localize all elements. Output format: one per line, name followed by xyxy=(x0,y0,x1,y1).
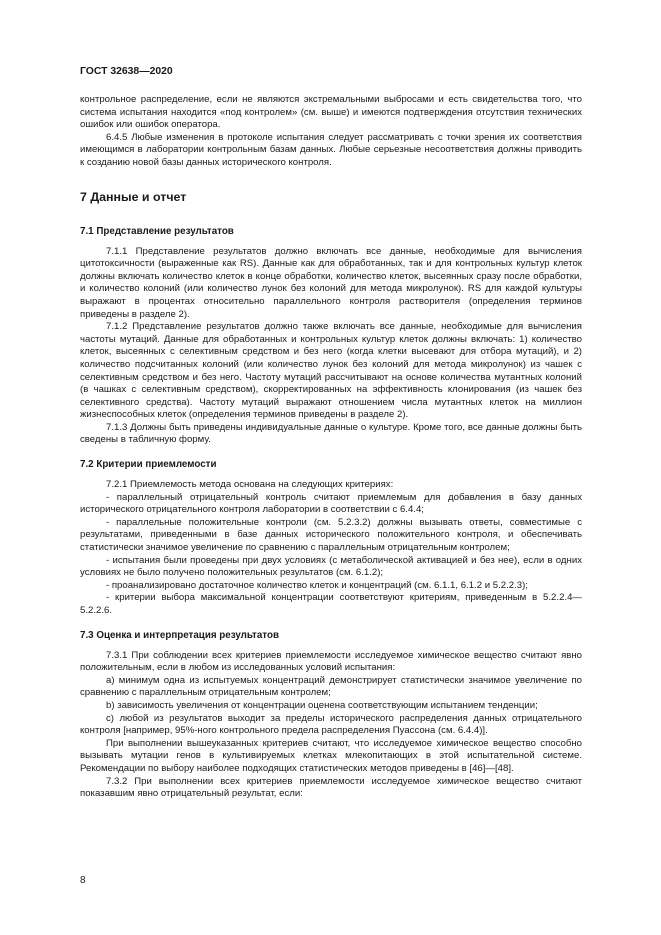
section-heading: 7 Данные и отчет xyxy=(80,189,187,204)
paragraph: 7.2.1 Приемлемость метода основана на следующих критериях: xyxy=(106,479,394,491)
list-item: - испытания были проведены при двух условиях (с метаболической активацией и без нее), если в одних условиях не было получено положительных результатов (см. 6.1.2); xyxy=(80,554,582,579)
document-body xyxy=(80,94,582,801)
subsection-heading: 7.1 Представление результатов xyxy=(80,225,234,237)
paragraph: 7.3.2 При выполнении всех критериев приемлемости исследуемое химическое вещество считают показавшим явно отрицательный результат, если: xyxy=(80,775,582,800)
list-item: a) минимум одна из испытуемых концентраций демонстрирует статистически значимое увеличение по сравнению с параллельным отрицательным контролем; xyxy=(80,674,582,699)
paragraph: 7.1.1 Представление результатов должно включать все данные, необходимые для вычисления цитотоксичности (выраженные как RS). Данные как для обработанных, так и для контрольных культур клеток должны включать количество клеток в конце обработки, количество клеток, высеянных сразу после обработки, и количество колоний (или количество лунок без колоний для метода микролунок). RS для каждой культуры выражают в процентах относительно параллельного контроля растворителя (определения терминов приведены в разделе 2). xyxy=(80,245,582,320)
list-item: - проанализировано достаточное количество клеток и концентраций (см. 6.1.1, 6.1.2 и 5.2.2.3); xyxy=(106,579,528,591)
list-item: - параллельные положительные контроли (см. 5.2.3.2) должны вызывать ответы, совместимые с результатами, приведенными в базе данных исторического положительного контроля, и обеспечивать статистически значимое увеличение по сравнению с параллельным отрицательным контролем; xyxy=(80,516,582,554)
document-header: ГОСТ 32638—2020 xyxy=(80,66,173,77)
list-item: - параллельный отрицательный контроль считают приемлемым для добавления в базу данных исторического отрицательного контроля лаборатории в соответствии с 6.4.4; xyxy=(80,491,582,516)
list-item: b) зависимость увеличения от концентрации оценена соответствующим испытанием тенденции; xyxy=(106,699,538,711)
list-item: c) любой из результатов выходит за пределы исторического распределения данных отрицательного контроля [например, 95%-ного контрольного предела распределения Пуассона (см. 6.4.4)]. xyxy=(80,712,582,737)
subsection-heading: 7.2 Критерии приемлемости xyxy=(80,459,217,471)
paragraph: 7.1.3 Должны быть приведены индивидуальные данные о культуре. Кроме того, все данные должны быть сведены в табличную форму. xyxy=(80,421,582,446)
paragraph: При выполнении вышеуказанных критериев считают, что исследуемое химическое вещество способно вызывать мутации генов в культивируемых клетках млекопитающих в этой испытательной системе. Рекомендации по выбору наиболее подходящих статистических методов приведены в [46]—[48]. xyxy=(80,737,582,774)
list-item: - критерии выбора максимальной концентрации соответствуют критериям, приведенным в 5.2.2.4—5.2.2.6. xyxy=(80,592,582,616)
page-number: 8 xyxy=(80,875,86,886)
paragraph: 7.3.1 При соблюдении всех критериев приемлемости исследуемое химическое вещество считают явно положительным, если в любом из исследованных условий испытания: xyxy=(80,649,582,674)
paragraph: 7.1.2 Представление результатов должно также включать все данные, необходимые для вычисления частоты мутаций. Данные для обработанных и контрольных культур клеток должны включать: 1) количество клеток, высеянных с селективным средством и без него (когда клетки высевают для отбора мутаций), и 2) количество подсчитанных колоний (или количество лунок без колоний для метода микролунок) из чашек с селективным средством и без него. Частоту мутаций рассчитывают на основе количества мутантных колоний (в чашках с селективным средством), скорректированных на эффективность клонирования (из чашек без селективного средства). Частоту мутаций выражают отношением числа мутантных клеток на миллион жизнеспособных клеток (определения терминов приведены в разделе 2). xyxy=(80,321,582,421)
paragraph: контрольное распределение, если не являются экстремальными выбросами и есть свидетельства того, что система испытания находится «под контролем» (см. выше) и имеются подтверждения отсутствия технических ошибок или ошибок оператора. xyxy=(80,94,582,131)
subsection-heading: 7.3 Оценка и интерпретация результатов xyxy=(80,629,279,641)
paragraph: 6.4.5 Любые изменения в протоколе испытания следует рассматривать с точки зрения их соответствия имеющимся в лаборатории контрольным базам данных. Любые серьезные несоответствия должны приводить к созданию новой базы данных исторического контроля. xyxy=(80,131,582,168)
